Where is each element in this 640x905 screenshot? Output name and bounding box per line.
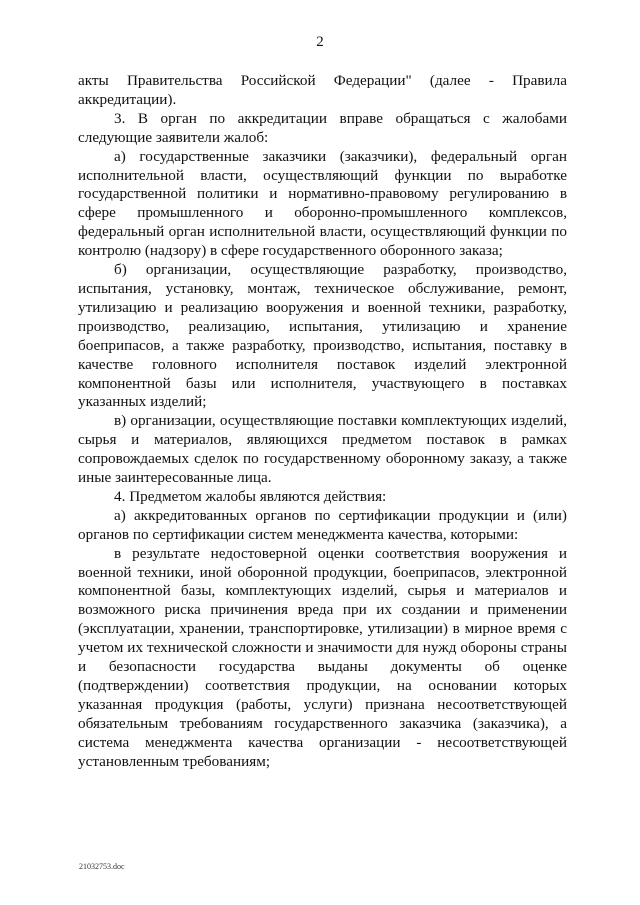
footer-file-name: 21032753.doc bbox=[79, 862, 125, 871]
paragraph-clause-3a: а) государственные заказчики (заказчики), федеральный орган исполнительной власти, осуществляющий функции по выработке государственной политики и нормативно-правовому регулированию в сфере промышленного и оборонно-промышленного комплексов, федеральный орган исполнительной власти, осуществляющий функции по контролю (надзору) в сфере государственного оборонного заказа; bbox=[78, 147, 567, 260]
paragraph-clause-3c: в) организации, осуществляющие поставки комплектующих изделий, сырья и материалов, являющихся предметом поставок в рамках сопровождаемых сделок по государственному оборонному заказу, а также иные заинтересованные лица. bbox=[78, 412, 567, 487]
paragraph-clause-3: 3. В орган по аккредитации вправе обращаться с жалобами следующие заявители жалоб: bbox=[78, 109, 567, 146]
paragraph-continuation: акты Правительства Российской Федерации" (далее - Правила аккредитации). bbox=[78, 72, 567, 108]
paragraph-clause-4a: а) аккредитованных органов по сертификации продукции и (или) органов по сертификации систем менеджмента качества, которыми: bbox=[78, 506, 567, 543]
document-body bbox=[78, 72, 567, 772]
paragraph-clause-3b: б) организации, осуществляющие разработку, производство, испытания, установку, монтаж, техническое обслуживание, ремонт, утилизацию и реализацию вооружения и военной техники, разработку, производство, реализацию, испытания, утилизацию и хранение боеприпасов, а также разработку, производство, испытания, поставку в качестве головного исполнителя поставок изделий электронной компонентной базы или исполнителя, участвующего в поставках указанных изделий; bbox=[78, 261, 567, 411]
page-number: 2 bbox=[316, 34, 324, 50]
paragraph-clause-4: 4. Предметом жалобы являются действия: bbox=[114, 487, 387, 505]
paragraph-clause-4a-detail: в результате недостоверной оценки соответствия вооружения и военной техники, иной оборонной продукции, боеприпасов, электронной компонентной базы, комплектующих изделий, сырья и материалов и возможного риска причинения вреда при их создании и применении (эксплуатации, хранении, транспортировке, утилизации) в мирное время с учетом их технической сложности и значимости для нужд обороны страны и безопасности государства выданы документы об оценке (подтверждении) соответствия продукции, на основании которых указанная продукция (работы, услуги) признана несоответствующей обязательным требованиям государственного заказчика (заказчика), а система менеджмента качества организации - несоответствующей установленным требованиям; bbox=[78, 544, 567, 770]
